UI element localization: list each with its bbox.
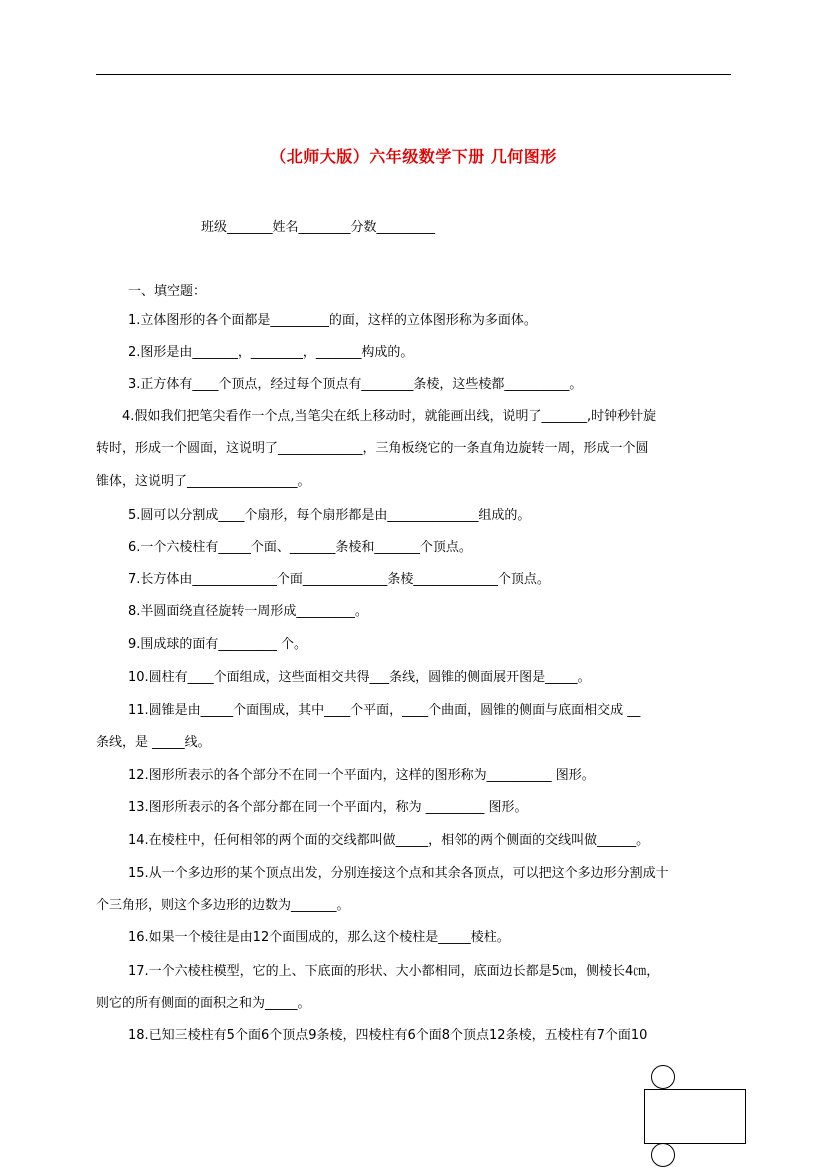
page-title: （北师大版）六年级数学下册 几何图形 <box>270 147 557 166</box>
cylinder-net-rectangle <box>644 1089 746 1144</box>
question-line: 7.长方体由_____________个面_____________条棱_____________个顶点。 <box>128 572 550 587</box>
question-line: 16.如果一个棱往是由12个面围成的，那么这个棱柱是_____棱柱。 <box>128 930 510 945</box>
student-info-line: 班级_______姓名________分数_________ <box>201 220 436 235</box>
question-line: 则它的所有侧面的面积之和为_____。 <box>96 996 311 1011</box>
header-rule <box>96 74 731 75</box>
question-line: 18.已知三棱柱有5个面6个顶点9条棱，四棱柱有6个面8个顶点12条棱，五棱柱有7个面10 <box>128 1028 648 1043</box>
question-line: 1.立体图形的各个面都是_________的面，这样的立体图形称为多面体。 <box>128 313 537 328</box>
question-line: 9.围成球的面有_________ 个。 <box>128 637 308 652</box>
question-line: 12.图形所表示的各个部分不在同一个平面内，这样的图形称为__________ 图形。 <box>128 768 595 783</box>
question-line: 15.从一个多边形的某个顶点出发，分别连接这个点和其余各顶点，可以把这个多边形分割成十 <box>128 866 669 881</box>
question-line: 8.半圆面绕直径旋转一周形成_________。 <box>128 604 368 619</box>
question-line: 4.假如我们把笔尖看作一个点,当笔尖在纸上移动时，就能画出线，说明了_______,时钟秒针旋 <box>122 409 657 424</box>
section-heading: 一、填空题： <box>128 284 207 299</box>
question-line: 11.圆锥是由_____个面围成，其中____个平面，____个曲面，圆锥的侧面与底面相交成 __ <box>128 703 641 718</box>
question-line: 个三角形，则这个多边形的边数为_______。 <box>96 898 350 913</box>
question-line: 3.正方体有____个顶点，经过每个顶点有________条棱，这些棱都__________。 <box>128 377 583 392</box>
question-line: 17.一个六棱柱模型，它的上、下底面的形状、大小都相同，底面边长都是5㎝，侧棱长4㎝， <box>128 964 660 979</box>
cylinder-net-bottom-circle <box>651 1143 675 1167</box>
question-line: 6.一个六棱柱有_____个面、_______条棱和_______个顶点。 <box>128 540 472 555</box>
question-line: 5.圆可以分割成____个扇形，每个扇形都是由______________组成的。 <box>128 508 531 523</box>
question-line: 转时，形成一个圆面，这说明了_____________，三角板绕它的一条直角边旋转一周，形成一个圆 <box>96 441 649 456</box>
question-line: 条线，是 _____线。 <box>96 735 211 750</box>
cylinder-net-top-circle <box>651 1065 675 1089</box>
question-line: 10.圆柱有____个面组成，这些面相交共得___条线，圆锥的侧面展开图是_____。 <box>128 670 591 685</box>
question-line: 14.在棱柱中，任何相邻的两个面的交线都叫做_____，相邻的两个侧面的交线叫做______。 <box>128 833 650 848</box>
question-line: 13.图形所表示的各个部分都在同一个平面内，称为 _________ 图形。 <box>128 800 528 815</box>
question-line: 2.图形是由_______，________，_______构成的。 <box>128 345 414 360</box>
question-line: 锥体，这说明了_________________。 <box>96 474 311 489</box>
